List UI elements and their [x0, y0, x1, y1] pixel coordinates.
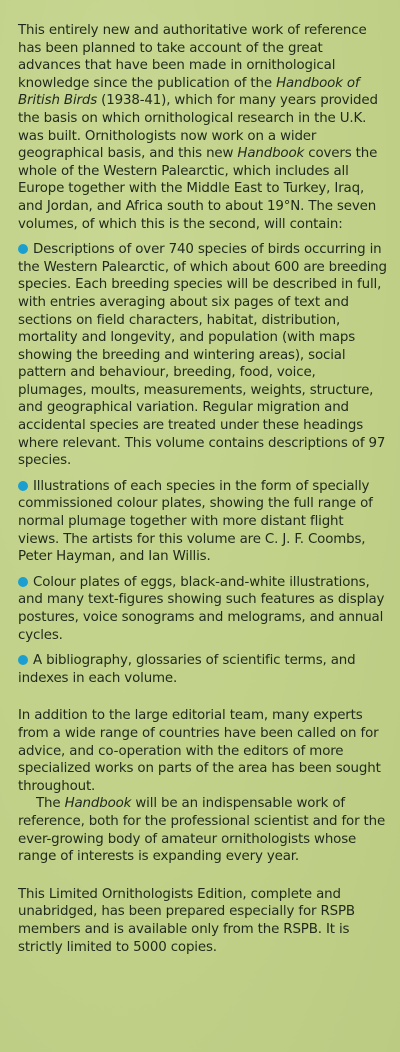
bullet-text: Illustrations of each species in the form of specially commissioned colour plates, showing the full range of normal plumage together with more distant flight views. The artists for this volume are C. J. F. Coombs, Peter Hayman, and Ian Willis.: [18, 478, 373, 565]
bullet-text: Colour plates of eggs, black-and-white illustrations, and many text-figures showing such features as display postures, voice sonograms and melograms, and annual cycles.: [18, 574, 385, 643]
bullet-item: [18, 241, 388, 470]
bullet-dot-icon: [18, 481, 28, 491]
bullet-dot-icon: [18, 244, 28, 254]
intro-text-1: This entirely new and authoritative work of reference has been planned to take account of the great advances that have been made in ornithological knowledge since the publication of the: [18, 23, 367, 91]
bullet-item: [18, 478, 388, 566]
bullet-text: A bibliography, glossaries of scientific terms, and indexes in each volume.: [18, 653, 356, 686]
intro-text-3: covers the whole of the Western Palearctic, which includes all Europe together with the Middle East to Turkey, Iraq, and Jordan, and Africa south to about 19°N. The seven volumes, of which this is the second, will contain:: [18, 146, 378, 232]
bullet-item: [18, 574, 388, 644]
intro-text-2: (1938-41), which for many years provided the basis on which ornithological research in the U.K. was built. Ornithologists now work on a wider geographical basis, and this new: [18, 93, 378, 162]
bullet-item: [18, 652, 388, 687]
handbook-paragraph: [18, 795, 388, 865]
bullet-dot-icon: [18, 655, 28, 665]
intro-italic-handbook: Handbook: [237, 146, 305, 162]
handbook-lead: The: [36, 796, 65, 812]
bullet-dot-icon: [18, 577, 28, 587]
edition-paragraph: This Limited Ornithologists Edition, complete and unabridged, has been prepared especially for RSPB members and is available only from the RSPB. It is strictly limited to 5000 copies.: [18, 886, 355, 955]
handbook-rest: will be an indispensable work of reference, both for the professional scientist and for the ever-growing body of amateur ornithologists whose range of interests is expanding every year.: [18, 796, 386, 865]
handbook-italic: Handbook: [64, 796, 132, 812]
bullet-text: Descriptions of over 740 species of birds occurring in the Western Palearctic, of which about 600 are breeding species. Each breeding species will be described in full, with entries averaging about six pages of text and sections on field characters, habitat, distribution, mortality and longevity, and population (with maps showing the breeding and wintering areas), social pattern and behaviour, breeding, food, voice, plumages, moults, measurements, weights, structure, and geographical variation. Regular migration and accidental species are treated under these headings where relevant. This volume contains descriptions of 97 species.: [18, 242, 387, 469]
editorial-paragraph: In addition to the large editorial team, many experts from a wide range of countries have been called on for advice, and co-operation with the editors of more specialized works on parts of the area has been sought throughout.: [18, 708, 381, 794]
intro-paragraph: [18, 22, 388, 233]
intro-italic-title: Handbook of British Birds: [18, 75, 360, 109]
